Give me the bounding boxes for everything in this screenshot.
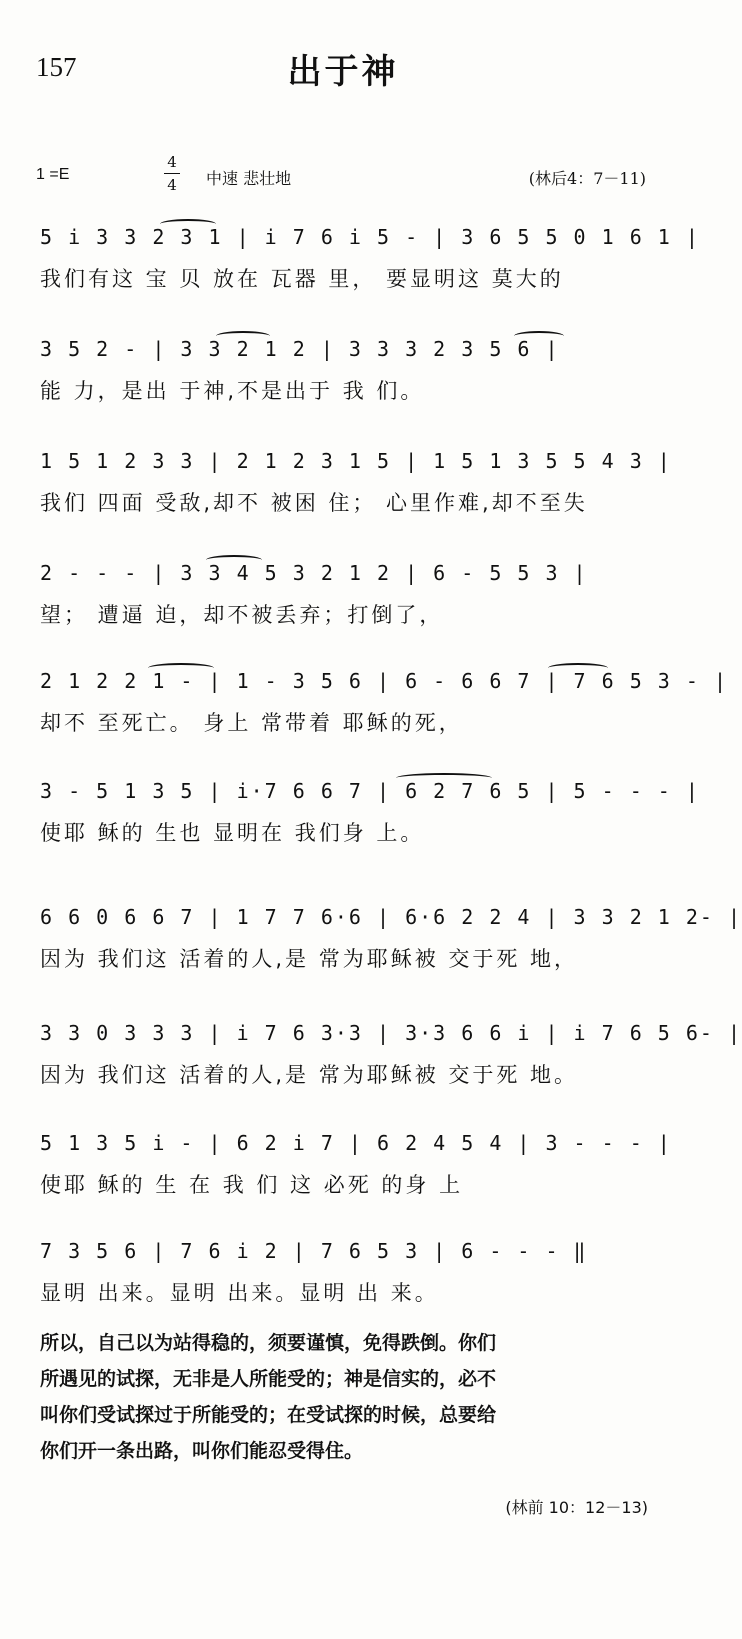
lyrics: 使耶 稣的 生 在 我 们 这 必死 的身 上 — [40, 1173, 464, 1197]
slur — [206, 555, 262, 565]
verse-line: 叫你们受试探过于所能受的；在受试探的时候，总要给 — [40, 1404, 497, 1426]
music-line-5 — [40, 666, 729, 740]
music-line-6 — [40, 776, 700, 850]
music-line-10 — [40, 1236, 648, 1310]
scripture-reference: (林后4：7－11) — [528, 169, 646, 188]
lyrics: 望； 遭逼 迫，却不被丢弃；打倒了， — [40, 603, 444, 627]
music-line-9 — [40, 1128, 672, 1202]
slur — [160, 219, 216, 229]
page-number: 157 — [36, 52, 77, 82]
verse-line: 你们开一条出路，叫你们能忍受得住。 — [40, 1440, 364, 1462]
notation: 5 1 3 5 i - | 6 2 i 7 | 6 2 4 5 4 | 3 - - - | — [40, 1131, 672, 1155]
notation: 3 5 2 - | 3 3 2 1 2 | 3 3 3 2 3 5 6 | — [40, 337, 560, 361]
lyrics: 我们有这 宝 贝 放在 瓦器 里， 要显明这 莫大的 — [40, 267, 564, 291]
time-signature-top: 4 — [167, 153, 177, 171]
slur — [396, 773, 492, 783]
lyrics: 能 力，是出 于神,不是出于 我 们。 — [40, 379, 425, 403]
music-line-4 — [40, 558, 648, 632]
verse-text — [40, 1325, 652, 1469]
lyrics: 显明 出来。显明 出来。显明 出 来。 — [40, 1281, 439, 1305]
slur — [548, 663, 608, 673]
slur — [148, 663, 214, 673]
verse-reference: (林前 10：12－13) — [505, 1498, 648, 1517]
notation: 6 6 0 6 6 7 | 1 7 7 6·6 | 6·6 2 2 4 | 3 3 2 1 2- | — [40, 905, 742, 929]
lyrics: 我们 四面 受敌,却不 被困 住； 心里作难,却不至失 — [40, 491, 588, 515]
notation: 3 - 5 1 3 5 | i·7 6 6 7 | 6 2 7 6 5 | 5 - - - | — [40, 779, 700, 803]
music-line-2 — [40, 334, 648, 408]
notation: 5 i 3 3 2 3 1 | i 7 6 i 5 - | 3 6 5 5 0 1 6 1 | — [40, 225, 700, 249]
notation: 2 - - - | 3 3 4 5 3 2 1 2 | 6 - 5 5 3 | — [40, 561, 588, 585]
lyrics: 却不 至死亡。 身上 常带着 耶稣的死， — [40, 711, 463, 735]
lyrics: 因为 我们这 活着的人,是 常为耶稣被 交于死 地， — [40, 947, 579, 971]
time-signature-bottom: 4 — [167, 176, 177, 194]
song-meta — [36, 152, 646, 196]
song-title: 出于神 — [287, 52, 399, 92]
verse-line: 所遇见的试探，无非是人所能受的；神是信实的，必不 — [40, 1368, 497, 1390]
time-signature — [162, 152, 182, 195]
music-line-8 — [40, 1018, 742, 1092]
music-line-3 — [40, 446, 672, 520]
tempo-marking: 中速 悲壮地 — [206, 169, 292, 188]
verse-line: 所以，自己以为站得稳的，须要谨慎，免得跌倒。你们 — [40, 1332, 497, 1354]
key-signature: 1 =E — [36, 166, 70, 183]
slur — [216, 331, 270, 341]
slur — [514, 331, 564, 341]
fraction-bar — [164, 173, 180, 174]
lyrics: 使耶 稣的 生也 显明在 我们身 上。 — [40, 821, 425, 845]
notation: 2 1 2 2 1 - | 1 - 3 5 6 | 6 - 6 6 7 | 7 6 5 3 - | — [40, 669, 729, 693]
music-line-7 — [40, 902, 742, 976]
notation: 3 3 0 3 3 3 | i 7 6 3·3 | 3·3 6 6 i | i 7 6 5 6- | — [40, 1021, 742, 1045]
music-line-1 — [40, 222, 700, 296]
notation: 7 3 5 6 | 7 6 i 2 | 7 6 5 3 | 6 - - - ‖ — [40, 1239, 588, 1263]
lyrics: 因为 我们这 活着的人,是 常为耶稣被 交于死 地。 — [40, 1063, 579, 1087]
notation: 1 5 1 2 3 3 | 2 1 2 3 1 5 | 1 5 1 3 5 5 4 3 | — [40, 449, 672, 473]
